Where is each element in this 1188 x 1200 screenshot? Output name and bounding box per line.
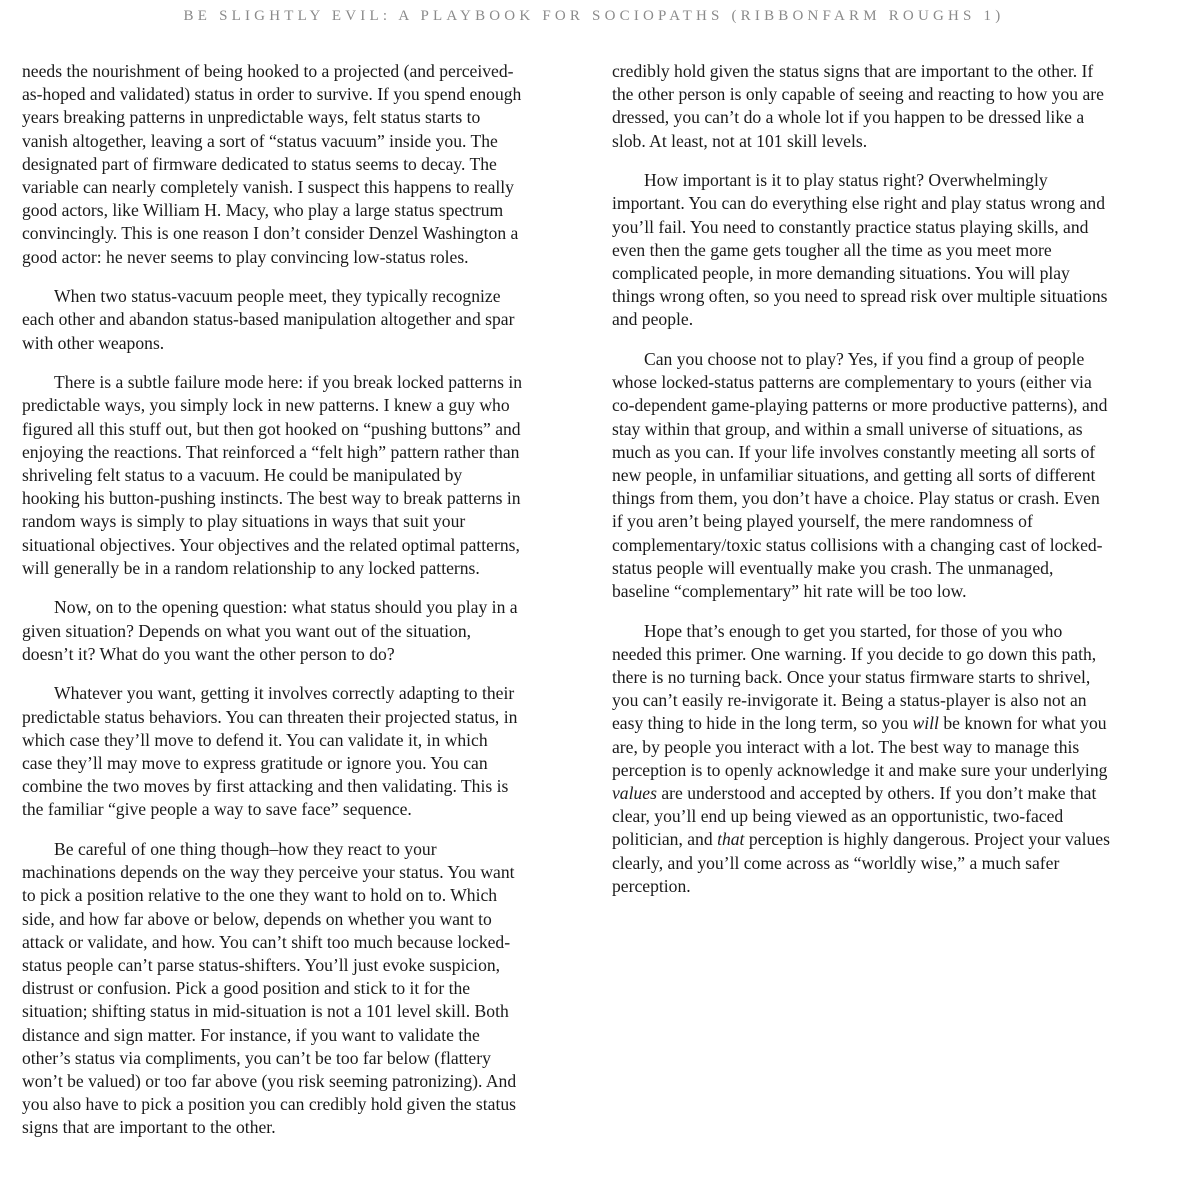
paragraph: When two status-vacuum people meet, they typically recognize each other and abandon status-based manipulation altogether and spar with other weapons.	[22, 286, 515, 353]
paragraph: Be careful of one thing though–how they react to your machinations depends on the way they perceive your status. You want to pick a position relative to the one they want to hold on to. Which side, and how far above or below, depends on whether you want to attack or validate, and how. You can’t shift too much because locked-status people can’t parse status-shifters. You’ll just evoke suspicion, distrust or confusion. Pick a good position and stick to it for the situation; shifting status in mid-situation is not a 101 level skill. Both distance and sign matter. For instance, if you want to validate the other’s status via compliments, you can’t be too far below (flattery won’t be valued) or too far above (you risk seeming patronizing). And you also have to pick a position you can credibly hold given the status signs that are important to the other.	[22, 839, 517, 1138]
paragraph-text: are understood and accepted by others. If you don’t make that clear, you’ll end up being viewed as an opportunistic, two-faced politician, and	[612, 783, 1097, 850]
emphasis: that	[717, 829, 745, 850]
paragraph: credibly hold given the status signs that are important to the other. If the other person is only capable of seeing and reacting to how you are dressed, you can’t do a whole lot if you happen to be dressed like a slob. At least, not at 101 skill levels.	[612, 61, 1104, 151]
running-header: BE SLIGHTLY EVIL: A PLAYBOOK FOR SOCIOPATHS (RIBBONFARM ROUGHS 1)	[183, 8, 1005, 24]
left-column	[22, 60, 522, 1156]
paragraph: needs the nourishment of being hooked to a projected (and perceived-as-hoped and validated) status in order to survive. If you spend enough years breaking patterns in unpredictable ways, felt status starts to vanish altogether, leaving a sort of “status vacuum” inside you. The designated part of firmware dedicated to status seems to decay. The variable can nearly completely vanish. I suspect this happens to really good actors, like William H. Macy, who play a large status spectrum convincingly. This is one reason I don’t consider Denzel Washington a good actor: he never seems to play convincing low-status roles.	[22, 61, 522, 267]
paragraph-text: Hope that’s enough to get you started, for those of you who needed this primer. One warning. If you decide to go down this path, there is no turning back. Once your status firmware starts to shrivel, you can’t easily re-invigorate it. Being a status-player is also not an easy thing to hide in the long term, so you	[612, 620, 1097, 734]
paragraph-text: perception is highly dangerous. Project your values clearly, and you’ll come across as “worldly wise,” a much safer perception.	[612, 829, 1110, 896]
paragraph: Can you choose not to play? Yes, if you find a group of people whose locked-status patterns are complementary to yours (either via co-dependent game-playing patterns or more productive patterns), and stay within that group, and within a small universe of situations, as much as you can. If your life involves constantly meeting all sorts of new people, in unfamiliar situations, and getting all sorts of different things from them, you don’t have a choice. Play status or crash. Even if you aren’t being played yourself, the mere randomness of complementary/toxic status collisions with a changing cast of locked-status people will eventually make you crash. The unmanaged, baseline “complementary” hit rate will be too low.	[612, 349, 1108, 602]
paragraph	[612, 620, 1112, 898]
emphasis: values	[612, 783, 657, 804]
paragraph-text: be known for what you are, by people you interact with a lot. The best way to manage this perception is to openly acknowledge it and make sure your underlying	[612, 713, 1108, 780]
paragraph: How important is it to play status right? Overwhelmingly important. You can do everything else right and play status wrong and you’ll fail. You need to constantly practice status playing skills, and even then the game gets tougher all the time as you meet more complicated people, in more demanding situations. You will play things wrong often, so you need to spread risk over multiple situations and people.	[612, 170, 1108, 330]
paragraph: Now, on to the opening question: what status should you play in a given situation? Depends on what you want out of the situation, doesn’t it? What do you want the other person to do?	[22, 597, 518, 664]
paragraph: There is a subtle failure mode here: if you break locked patterns in predictable ways, you simply lock in new patterns. I knew a guy who figured all this stuff out, but then got hooked on “pushing buttons” and enjoying the reactions. That reinforced a “felt high” pattern rather than shriveling felt status to a vacuum. He could be manipulated by hooking his button-pushing instincts. The best way to break patterns in random ways is simply to play situations in ways that suit your situational objectives. Your objectives and the related optimal patterns, will generally be in a random relationship to any locked patterns.	[22, 372, 523, 578]
paragraph: Whatever you want, getting it involves correctly adapting to their predictable status behaviors. You can threaten their projected status, in which case they’ll move to defend it. You can validate it, in which case they’ll may move to express gratitude or ignore you. You can combine the two moves by first attacking and then validating. This is the familiar “give people a way to save face” sequence.	[22, 683, 518, 820]
right-column	[612, 60, 1112, 914]
emphasis: will	[912, 713, 939, 734]
